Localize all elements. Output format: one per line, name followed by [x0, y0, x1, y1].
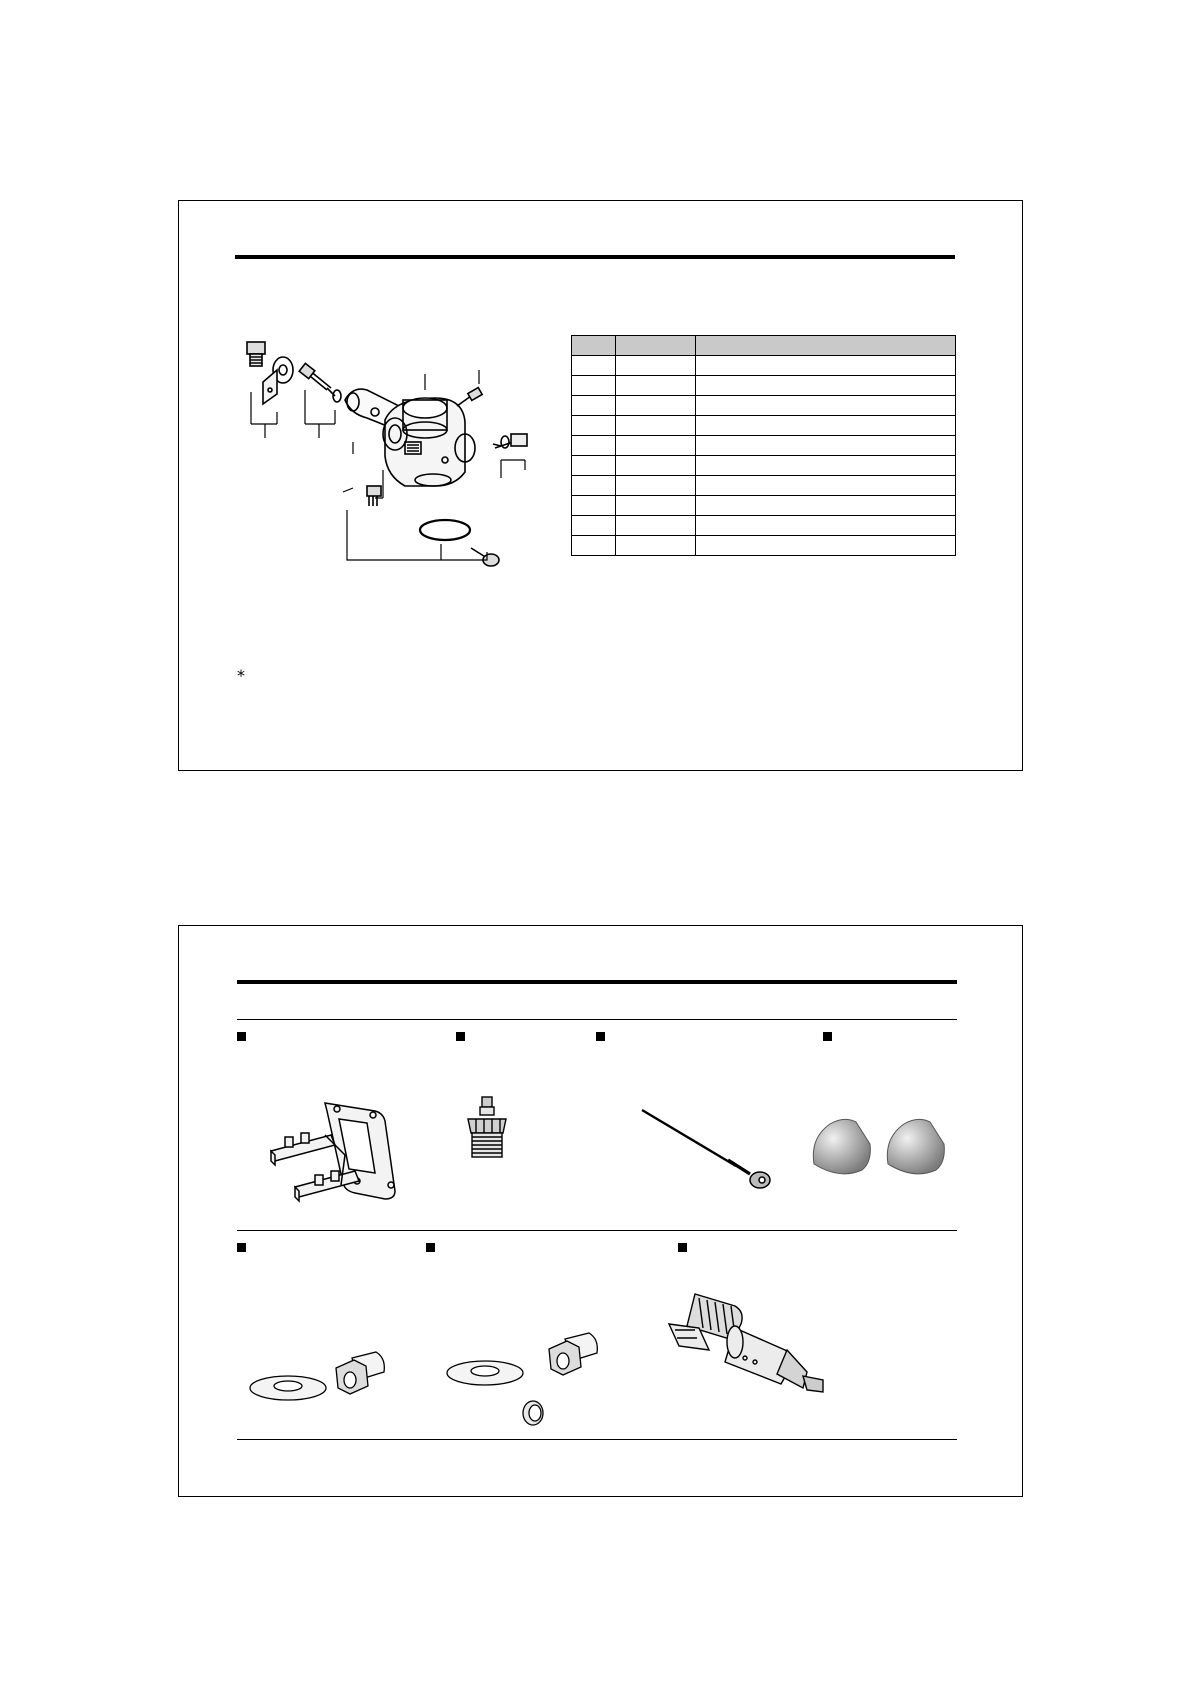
header-description: [696, 336, 956, 356]
table-row: [572, 356, 956, 376]
bracket: [263, 370, 277, 404]
spinner-nuts-image: [808, 1108, 958, 1178]
bullet-engine-mount: [237, 1032, 246, 1041]
header-no: [572, 336, 616, 356]
washer-nut-collet-image: [445, 1325, 615, 1435]
top-panel-header-rule: [235, 255, 955, 259]
bullet-spinner-nuts: [823, 1032, 832, 1041]
glow-plug-image: [458, 1095, 518, 1165]
table-row: [572, 376, 956, 396]
table-row: [572, 496, 956, 516]
table-row: [572, 436, 956, 456]
bullet-glow-plug: [456, 1032, 465, 1041]
table-row: [572, 396, 956, 416]
table-row: [572, 416, 956, 436]
top-screw: [457, 396, 471, 406]
bottom-panel-header-rule: [237, 980, 957, 984]
parts-table-header: [572, 336, 956, 356]
row1-top-rule: [237, 1019, 957, 1020]
bullet-needle-extension: [596, 1032, 605, 1041]
large-o-ring: [420, 520, 470, 540]
bullet-washer-nut: [237, 1243, 246, 1252]
needle-extension-image: [640, 1100, 780, 1190]
footnote-asterisk: *: [237, 666, 245, 685]
bullet-washer-nut-collet: [426, 1243, 435, 1252]
table-row: [572, 536, 956, 556]
carburetor-exploded-drawing: [235, 330, 535, 585]
row2-bottom-rule: [237, 1439, 957, 1440]
table-row: [572, 476, 956, 496]
fuel-inlet-bolt: [247, 342, 265, 354]
bullet-glow-igniter: [678, 1243, 687, 1252]
row2-top-rule: [237, 1230, 957, 1231]
washer-nut-image: [248, 1340, 398, 1420]
engine-mount-image: [265, 1095, 415, 1205]
header-code: [616, 336, 696, 356]
parts-table: [571, 335, 956, 556]
table-row: [572, 456, 956, 476]
bottom-left-screw: [367, 486, 381, 496]
table-row: [572, 516, 956, 536]
glow-plug-igniter-image: [665, 1280, 845, 1420]
